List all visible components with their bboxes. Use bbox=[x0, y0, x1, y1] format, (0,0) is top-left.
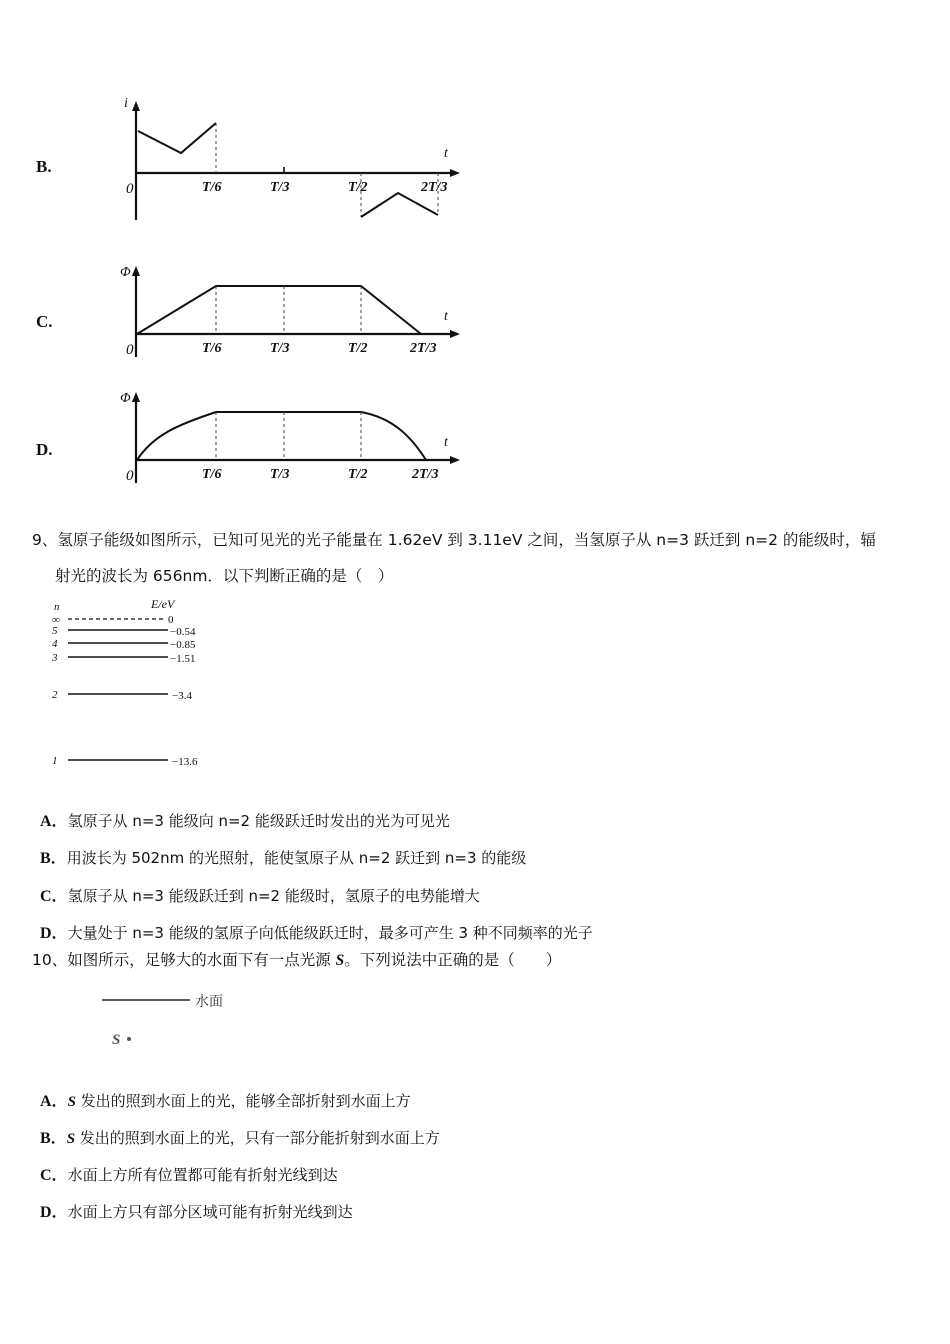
graph-c-label: C. bbox=[36, 312, 53, 331]
graph-b-tick-2: T/2 bbox=[348, 180, 368, 195]
energy-level-n-inf: ∞ bbox=[52, 614, 60, 626]
graph-d-y-label: Φ bbox=[120, 391, 131, 406]
energy-level-n-4: 4 bbox=[52, 638, 58, 650]
graph-d-tick-1: T/3 bbox=[270, 467, 290, 482]
energy-level-n-1: 1 bbox=[52, 755, 58, 767]
question-10-option-a-letter: A． bbox=[40, 1093, 68, 1110]
energy-level-n-3: 3 bbox=[52, 652, 58, 664]
energy-level-e-2: −3.4 bbox=[172, 690, 192, 702]
graph-b-tick-0: T/6 bbox=[202, 180, 222, 195]
graph-d-tick-2: T/2 bbox=[348, 467, 368, 482]
question-10-stem-suffix: 。下列说法中正确的是（ ） bbox=[344, 951, 562, 969]
question-9-option-d bbox=[40, 920, 593, 943]
energy-level-e-3: −1.51 bbox=[170, 653, 196, 665]
question-9-option-c bbox=[40, 883, 480, 906]
graph-d-origin-label: 0 bbox=[126, 468, 134, 484]
graph-c-tick-0: T/6 bbox=[202, 341, 222, 356]
energy-level-e-4: −0.85 bbox=[170, 639, 196, 651]
question-9-option-c-letter: C． bbox=[40, 888, 68, 905]
question-10-option-b bbox=[40, 1125, 440, 1148]
question-10-option-a-text: 发出的照到水面上的光，能够全部折射到水面上方 bbox=[75, 1092, 411, 1110]
question-10-stem bbox=[32, 948, 561, 970]
question-9-option-b-text: 用波长为 502nm 的光照射，能使氢原子从 n=2 跃迁到 n=3 的能级 bbox=[66, 849, 527, 867]
graph-c-x-label: t bbox=[444, 309, 448, 324]
question-10-option-a-symbol: S bbox=[67, 1094, 76, 1110]
energy-level-e-1: −13.6 bbox=[172, 756, 198, 768]
question-10-option-a bbox=[40, 1088, 411, 1111]
question-10-option-d-text: 水面上方只有部分区域可能有折射光线到达 bbox=[67, 1203, 353, 1221]
question-9-option-a-letter: A． bbox=[40, 813, 68, 830]
question-9-stem-line-1: 9、氢原子能级如图所示，已知可见光的光子能量在 1.62eV 到 3.11eV 之间，当氢原子从 n=3 跃迁到 n=2 的能级时，辐 bbox=[32, 531, 876, 549]
graph-c-tick-2: T/2 bbox=[348, 341, 368, 356]
energy-level-diagram bbox=[46, 598, 266, 778]
graph-b-origin-label: 0 bbox=[126, 181, 134, 197]
energy-level-n-5: 5 bbox=[52, 625, 58, 637]
energy-level-svg bbox=[46, 598, 266, 778]
graph-c-svg bbox=[76, 262, 476, 367]
water-surface-label: 水面 bbox=[195, 994, 223, 1010]
question-9-option-a-text: 氢原子从 n=3 能级向 n=2 能级跃迁时发出的光为可见光 bbox=[67, 812, 450, 830]
graph-c-origin-label: 0 bbox=[126, 342, 134, 358]
question-9-option-b bbox=[40, 845, 526, 868]
energy-level-e-inf: 0 bbox=[168, 614, 174, 626]
energy-header-e: E/eV bbox=[151, 598, 175, 611]
question-10-option-b-letter: B． bbox=[40, 1130, 67, 1147]
energy-header-n: n bbox=[54, 601, 60, 613]
question-10-option-d bbox=[40, 1199, 353, 1222]
question-10-stem-prefix: 10、如图所示，足够大的水面下有一点光源 bbox=[32, 951, 336, 969]
question-10-option-c bbox=[40, 1162, 338, 1185]
light-source-label: S bbox=[112, 1032, 121, 1048]
graph-b-svg bbox=[76, 95, 476, 230]
graph-d-svg bbox=[76, 388, 476, 493]
water-surface-svg bbox=[100, 982, 400, 1062]
water-surface-diagram bbox=[100, 982, 400, 1062]
question-10-option-c-text: 水面上方所有位置都可能有折射光线到达 bbox=[67, 1166, 338, 1184]
graph-b-y-label: i bbox=[124, 96, 128, 111]
question-10-option-c-letter: C． bbox=[40, 1167, 68, 1184]
graph-b-tick-1: T/3 bbox=[270, 180, 290, 195]
graph-b-x-label: t bbox=[444, 146, 448, 161]
question-9-option-c-text: 氢原子从 n=3 能级跃迁到 n=2 能级时，氢原子的电势能增大 bbox=[67, 887, 480, 905]
graph-d-tick-0: T/6 bbox=[202, 467, 222, 482]
question-10-option-b-symbol: S bbox=[66, 1131, 76, 1147]
graph-c-tick-1: T/3 bbox=[270, 341, 290, 356]
graph-b-label: B. bbox=[36, 157, 52, 176]
light-source-point bbox=[127, 1037, 131, 1041]
graph-c-tick-3: 2T/3 bbox=[410, 341, 437, 356]
question-9-option-a bbox=[40, 808, 450, 831]
question-9-option-b-letter: B． bbox=[40, 850, 67, 867]
graph-d-label: D. bbox=[36, 440, 53, 459]
graph-c-y-label: Φ bbox=[120, 265, 131, 280]
question-9-option-d-letter: D． bbox=[40, 925, 68, 942]
question-9-stem-line-2: 射光的波长为 656nm．以下判断正确的是（ ） bbox=[55, 567, 394, 585]
graph-b-tick-3: 2T/3 bbox=[421, 180, 448, 195]
energy-level-e-5: −0.54 bbox=[170, 626, 196, 638]
question-10-stem-symbol: S bbox=[335, 952, 345, 969]
question-9-option-d-text: 大量处于 n=3 能级的氢原子向低能级跃迁时，最多可产生 3 种不同频率的光子 bbox=[67, 924, 593, 942]
graph-d-tick-3: 2T/3 bbox=[412, 467, 439, 482]
question-10-option-b-text: 发出的照到水面上的光，只有一部分能折射到水面上方 bbox=[75, 1129, 440, 1147]
energy-level-n-2: 2 bbox=[52, 689, 58, 701]
graph-d-x-label: t bbox=[444, 435, 448, 450]
question-10-option-d-letter: D． bbox=[40, 1204, 68, 1221]
